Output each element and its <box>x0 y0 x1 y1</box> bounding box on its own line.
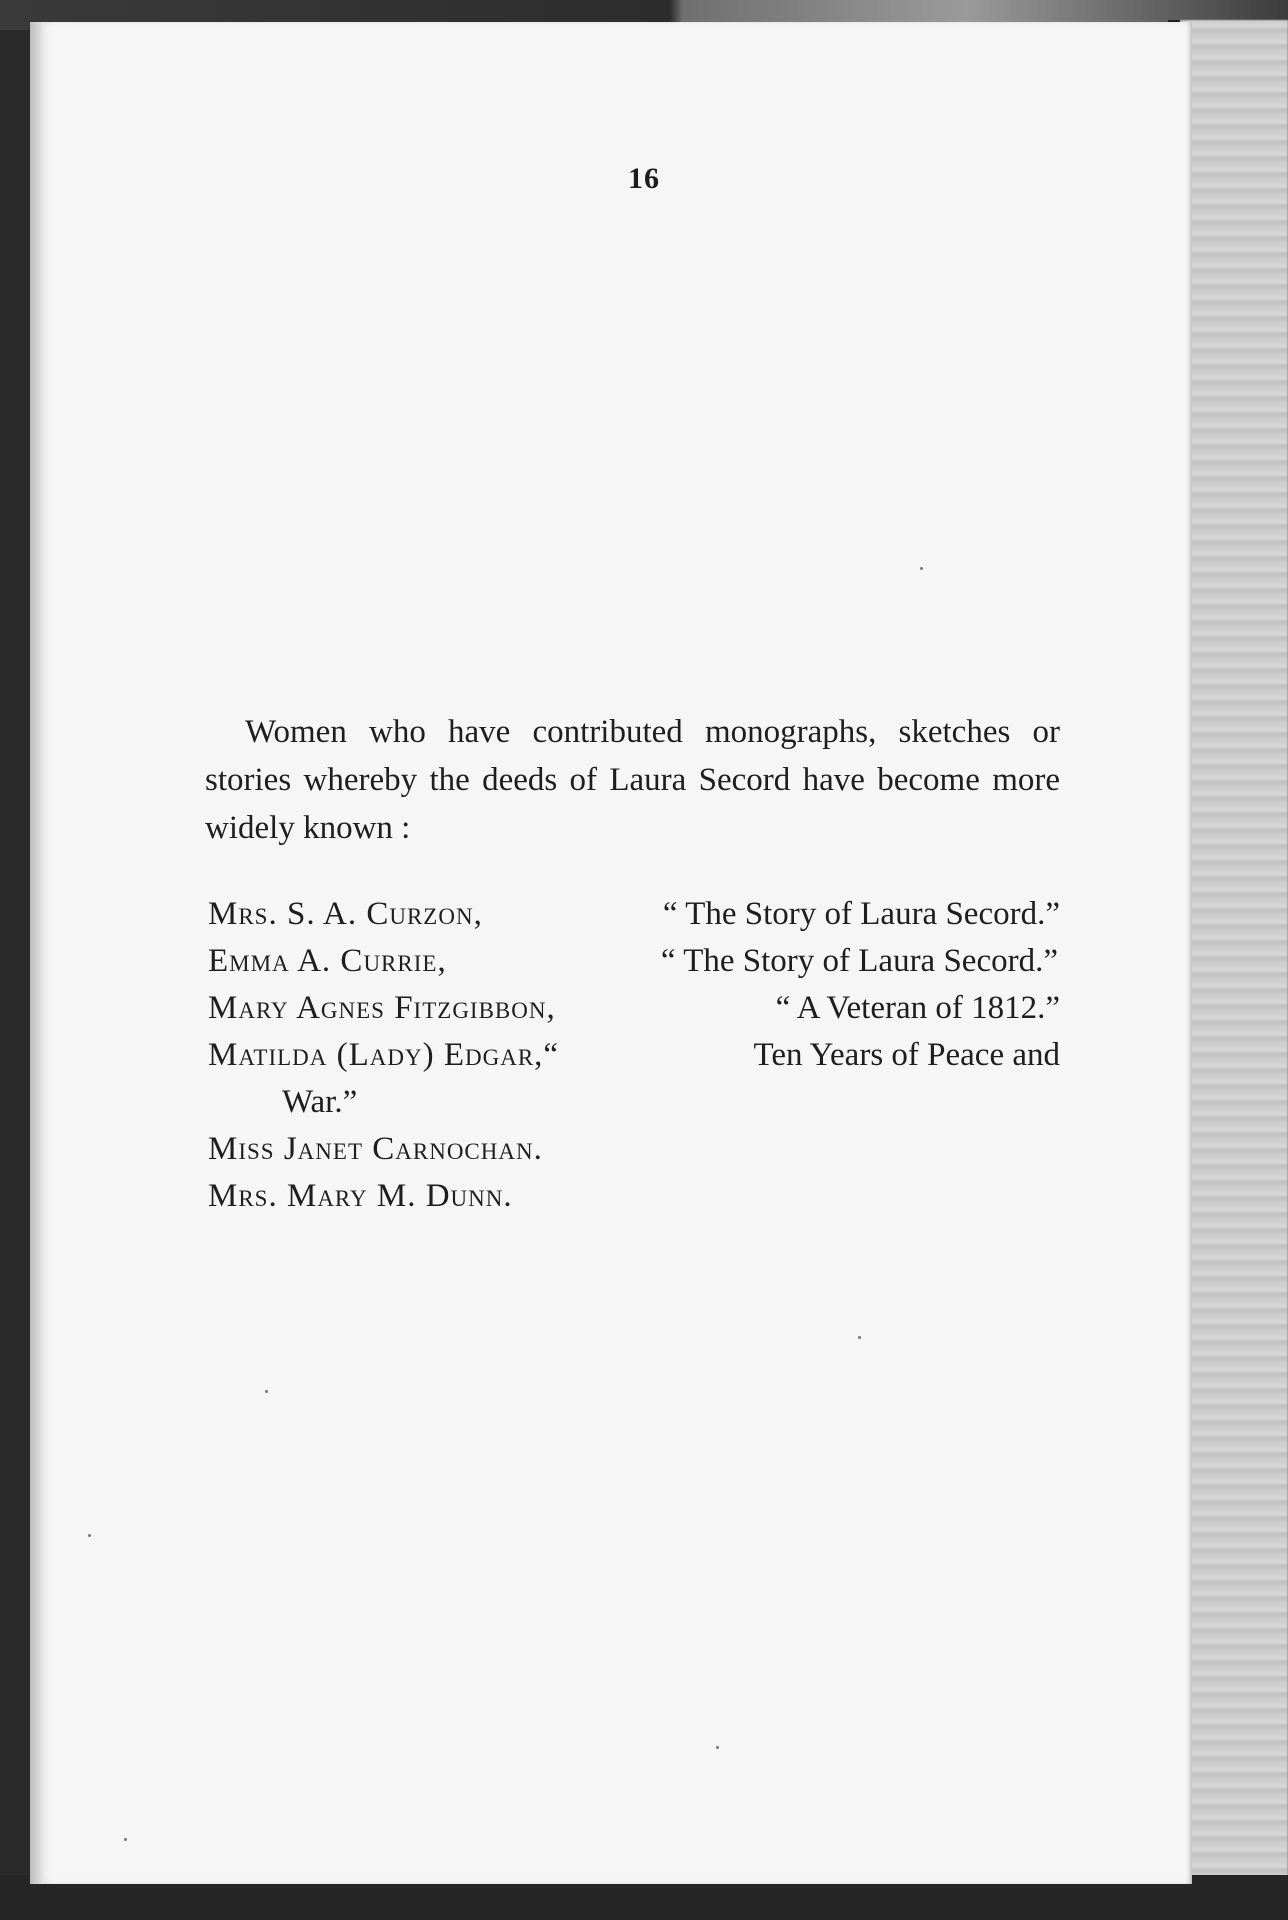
paper-speck <box>920 567 923 570</box>
paper-speck <box>88 1534 91 1537</box>
paper-speck <box>716 1746 719 1749</box>
next-page <box>1180 20 1288 1920</box>
work-title: Ten Years of Peace and <box>753 1037 1060 1073</box>
paper-speck <box>858 1336 861 1339</box>
page-number: 16 <box>628 162 660 195</box>
paper-speck <box>265 1390 268 1393</box>
author-name: Mrs. S. A. Curzon, <box>208 896 483 932</box>
list-item <box>208 985 1060 1032</box>
author-name: Emma A. Currie, <box>208 943 447 979</box>
paper-speck <box>124 1838 127 1841</box>
author-name: Matilda (Lady) Edgar,“ <box>208 1037 560 1073</box>
author-name: Miss Janet Carnochan. <box>208 1131 543 1167</box>
work-title: “ The Story of Laura Secord.” <box>662 896 1060 932</box>
work-title: “ A Veteran of 1812.” <box>775 990 1060 1026</box>
list-item <box>208 938 1060 985</box>
author-name: Mary Agnes Fitzgibbon, <box>208 990 556 1026</box>
work-title-continuation: War.” <box>282 1084 358 1120</box>
intro-paragraph: Women who have contributed monographs, sketches or stories whereby the deeds of Laura Secord have become more widely known : <box>205 714 1060 846</box>
contributor-list <box>208 891 1060 1220</box>
list-item <box>208 1032 1060 1079</box>
author-name: Mrs. Mary M. Dunn. <box>208 1178 513 1214</box>
list-item <box>208 891 1060 938</box>
work-title: “ The Story of Laura Secord.” <box>660 943 1058 979</box>
page-binding-edge <box>30 22 44 1884</box>
